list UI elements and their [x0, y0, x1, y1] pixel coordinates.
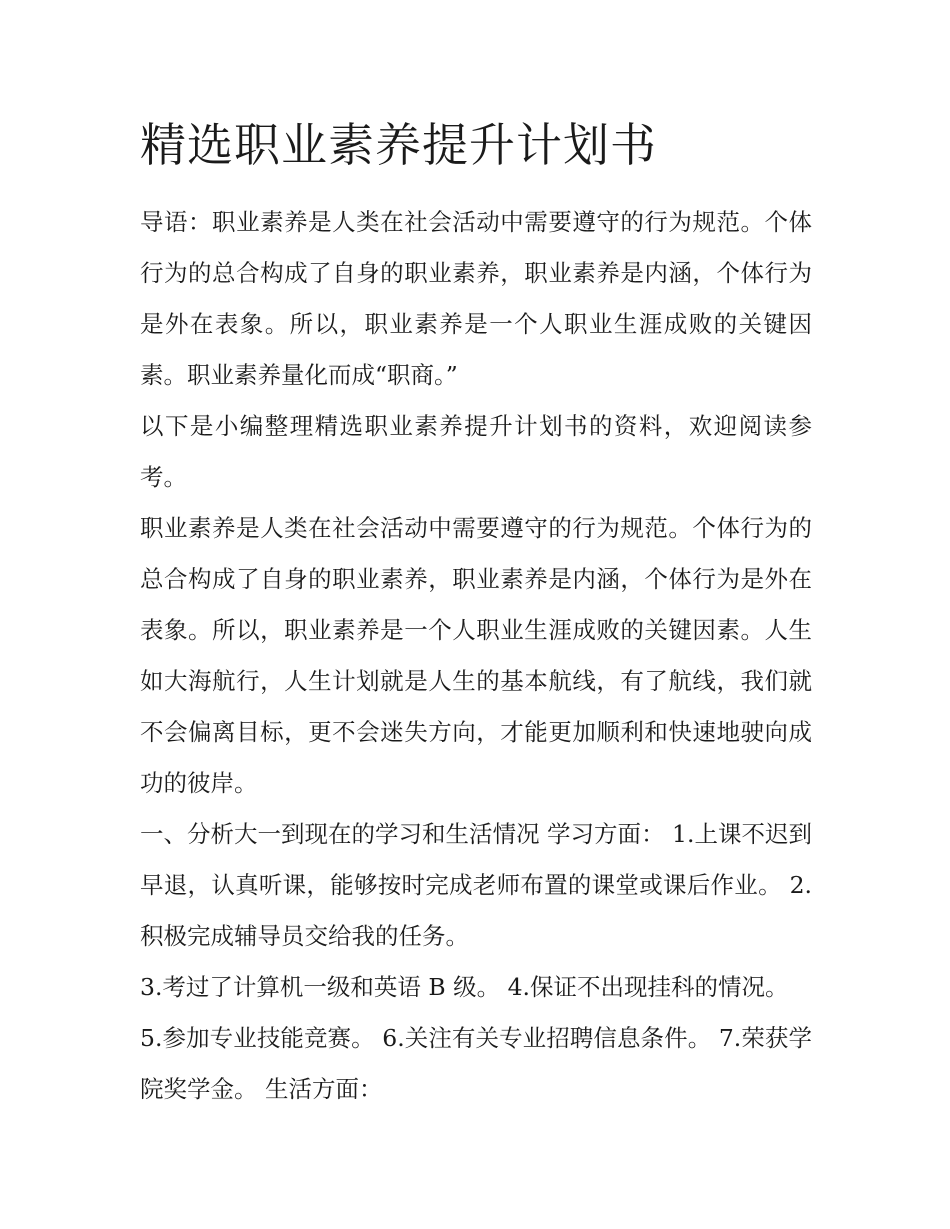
analysis-paragraph: 一、分析大一到现在的学习和生活情况 学习方面： 1.上课不迟到早退，认真听课，能够按时完成老师布置的课堂或课后作业。 2.积极完成辅导员交给我的任务。 [140, 820, 812, 950]
body-paragraph: 职业素养是人类在社会活动中需要遵守的行为规范。个体行为的总合构成了自身的职业素养，职业素养是内涵，个体行为是外在表象。所以，职业素养是一个人职业生涯成败的关键因素。人生如大海航行，人生计划就是人生的基本航线，有了航线，我们就不会偏离目标，更不会迷失方向，才能更加顺利和快速地驶向成功的彼岸。 [140, 514, 812, 797]
reference-note-paragraph: 以下是小编整理精选职业素养提升计划书的资料，欢迎阅读参考。 [140, 412, 812, 491]
intro-paragraph: 导语：职业素养是人类在社会活动中需要遵守的行为规范。个体行为的总合构成了自身的职业素养，职业素养是内涵，个体行为是外在表象。所以，职业素养是一个人职业生涯成败的关键因素。职业素养量化而成“职商。” [140, 208, 812, 389]
activities-paragraph: 5.参加专业技能竞赛。 6.关注有关专业招聘信息条件。 7.荣获学院奖学金。 生活方面： [140, 1024, 812, 1103]
achievement-paragraph: 3.考过了计算机一级和英语 B 级。 4.保证不出现挂科的情况。 [140, 973, 789, 1001]
document-body [140, 197, 812, 1115]
page-title: 精选职业素养提升计划书 [140, 118, 657, 172]
